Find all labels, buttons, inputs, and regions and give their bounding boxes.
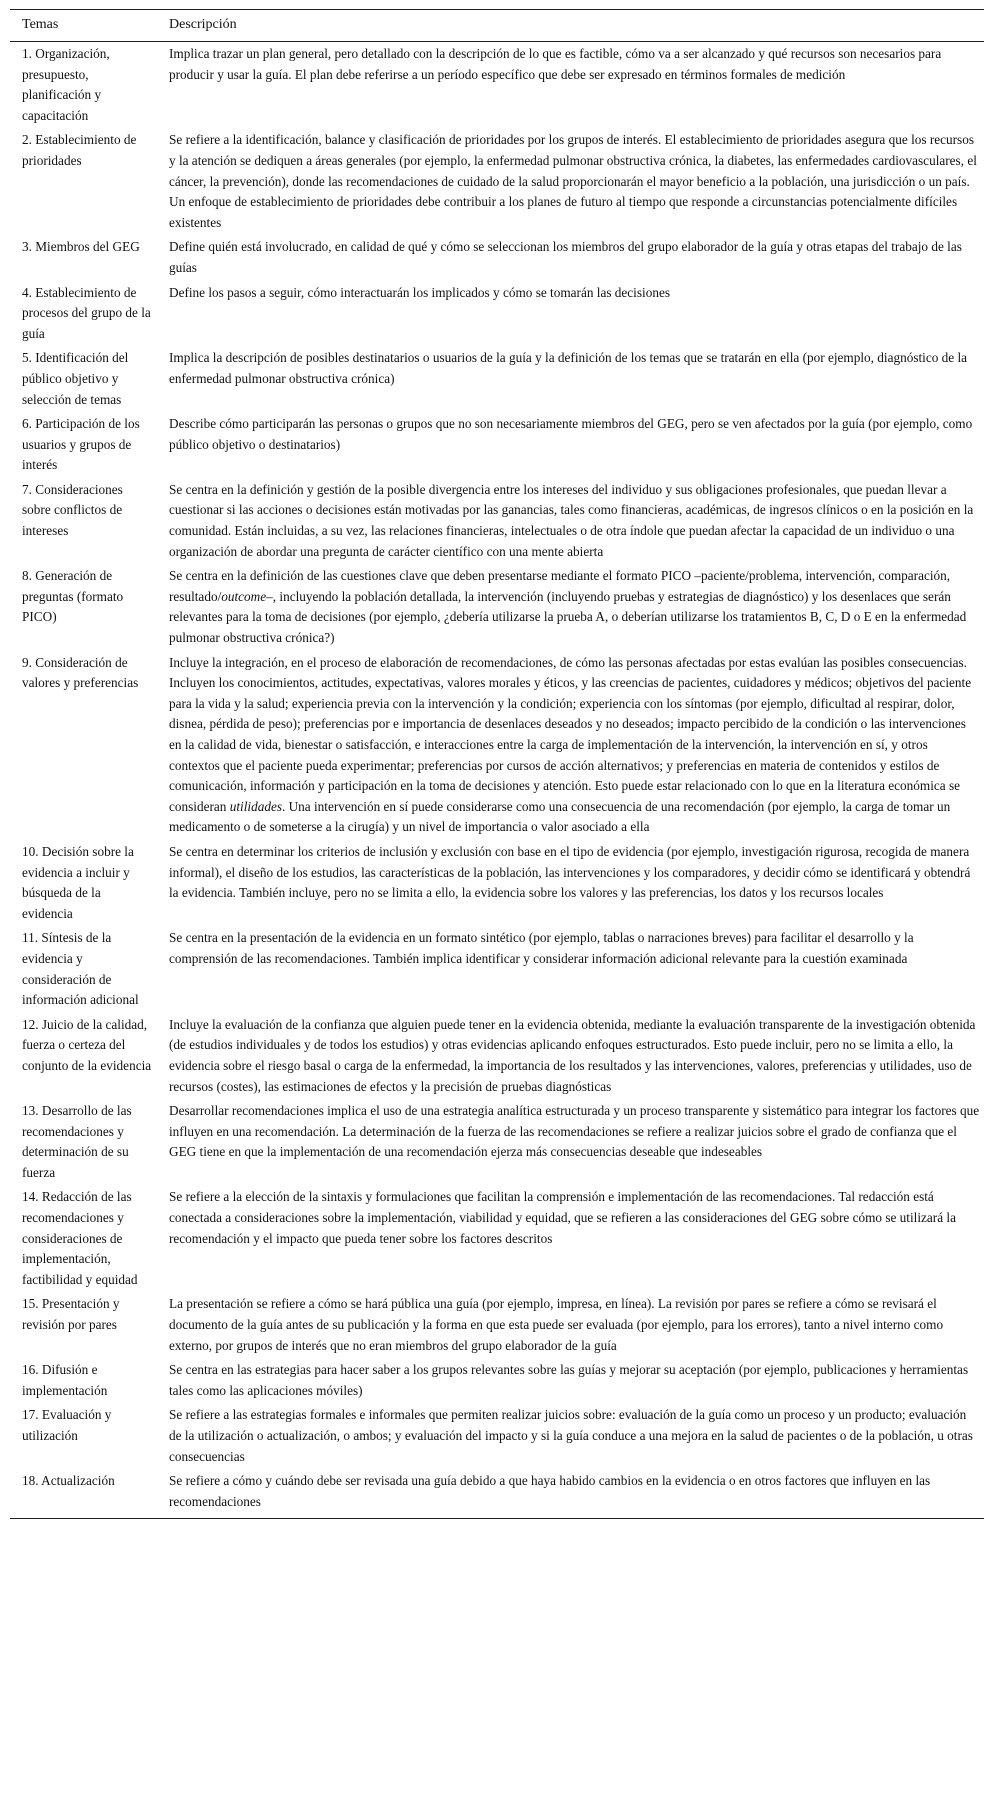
description-cell: Se centra en determinar los criterios de inclusión y exclusión con base en el tipo de evidencia (por ejemplo, investigación rigurosa, recogida de manera informal), el diseño de los estudios, las características de la población, las intervenciones y los comparadores, y decidir cómo se identificará y obtendrá la evidencia. También incluye, pero no se limita a ello, la evidencia sobre los valores y las preferencias, los datos y los recursos locales <box>169 843 971 901</box>
topic-cell: 17. Evaluación y utilización <box>22 1407 112 1443</box>
description-cell: Incluye la evaluación de la confianza que alguien puede tener en la evidencia obtenida, mediante la evaluación transparente de la investigación obtenida (de estudios individuales y de todos los estudios) y otras evidencias aplicando enfoques estructurados. Esto puede incluir, pero no se limita a ello, la evidencia sobre el riesgo basal o carga de la enfermedad, la importancia de los resultados y las intervenciones, valores, preferencias y utilidades, uso de recursos (costes), las estimaciones de efectos y la precisión de pruebas diagnósticas <box>169 1016 976 1094</box>
topic-cell: 4. Establecimiento de procesos del grupo de la guía <box>22 284 151 341</box>
table-row <box>10 1403 984 1469</box>
topic-cell: 15. Presentación y revisión por pares <box>22 1296 120 1333</box>
topic-cell: 1. Organización, presupuesto, planificación y capacitación <box>22 46 110 123</box>
description-cell: Desarrollar recomendaciones implica el uso de una estrategia analítica estructurada y un proceso transparente y sistemático para integrar los factores que influyen en una recomendación. La determinación de la fuerza de las recomendaciones se refiere a realizar juicios sobre el grado de confianza que el GEG tiene en que la implementación de una recomendación ejerza más consecuencias deseable que indeseables <box>169 1103 980 1160</box>
topic-cell: 12. Juicio de la calidad, fuerza o certeza del conjunto de la evidencia <box>22 1016 152 1073</box>
description-cell: Se centra en la definición y gestión de la posible divergencia entre los intereses del individuo y sus obligaciones profesionales, que puedan llevar a cuestionar si las acciones o decisiones están motivadas por las ganancias, tales como financieras, académicas, de ingresos clínicos o en la posición en la comunidad. Están incluidas, a su vez, las relaciones financieras, intelectuales o de otra índole que puedan afectar la capacidad de un individuo o una organización de abordar una pregunta de carácter científico con una mente abierta <box>169 481 974 559</box>
description-cell <box>157 564 984 650</box>
table-row <box>10 1292 984 1358</box>
topic-cell: 7. Consideraciones sobre conflictos de intereses <box>22 481 123 539</box>
topic-cell: 10. Decisión sobre la evidencia a incluir y búsqueda de la evidencia <box>22 843 134 921</box>
description-cell: La presentación se refiere a cómo se hará pública una guía (por ejemplo, impresa, en línea). La revisión por pares se refiere a cómo se revisará el documento de la guía antes de su publicación y la forma en que esta puede ser evaluada (por ejemplo, para los errores), tanto a nivel interno como externo, por grupos de interés que no eran miembros del grupo elaborador de la guía <box>169 1296 944 1353</box>
topic-cell: 2. Establecimiento de prioridades <box>22 132 137 168</box>
header-description: Descripción <box>157 10 984 42</box>
italic-term: outcome <box>221 588 267 604</box>
italic-term: utilidades <box>229 798 282 814</box>
table-row <box>10 1013 984 1099</box>
topic-cell: 8. Generación de preguntas (formato PICO) <box>22 568 124 625</box>
description-text: Incluye la integración, en el proceso de elaboración de recomendaciones, de cómo las personas afectadas por estas evalúan las posibles consecuencias. Incluyen los conocimientos, actitudes, expectativas, valores morales y éticos, y las creencias de pacientes, cuidadores y médicos; objetivos del paciente para la vida y la salud; experiencia previa con la intervención y la condición; experiencia con los síntomas (por ejemplo, dificultad al respirar, dolor, disnea, pérdida de peso); preferencias por e importancia de desenlaces deseados y no deseados; impacto percibido de la condición o las intervenciones en la calidad de vida, bienestar o satisfacción, e interacciones entre la carga de implementación de la intervención, la intervención en sí, y otros contextos que el paciente pueda experimentar; preferencias por cursos de acción alternativos; y preferencias en materia de contenidos y estilos de comunicación, información y participación en la toma de decisiones y atención. Esto puede estar relacionado con lo que en la literatura económica se consideran <box>169 654 972 814</box>
topic-cell: 16. Difusión e implementación <box>22 1362 108 1398</box>
table-row <box>10 840 984 926</box>
description-cell: Implica la descripción de posibles destinatarios o usuarios de la guía y la definición de los temas que se tratarán en ella (por ejemplo, diagnóstico de la enfermedad pulmonar obstructiva crónica) <box>169 350 968 386</box>
table-body <box>10 42 984 1519</box>
table-row <box>10 42 984 129</box>
table-header-row <box>10 10 984 42</box>
table-row <box>10 1469 984 1519</box>
topic-cell: 6. Participación de los usuarios y grupos de interés <box>22 416 140 473</box>
header-topic: Temas <box>10 10 157 42</box>
description-cell: Se centra en la presentación de la evidencia en un formato sintético (por ejemplo, tablas o narraciones breves) para facilitar el desarrollo y la comprensión de las recomendaciones. También implica identificar y considerar información adicional relevante para la cuestión examinada <box>169 930 914 966</box>
description-cell: Describe cómo participarán las personas o grupos que no son necesariamente miembros del GEG, pero se ven afectados por la guía (por ejemplo, como público objetivo o destinatarios) <box>169 416 973 452</box>
table-row <box>10 564 984 650</box>
description-cell: Define quién está involucrado, en calidad de qué y cómo se seleccionan los miembros del grupo elaborador de la guía y otras etapas del trabajo de las guías <box>169 239 962 275</box>
table-row <box>10 281 984 347</box>
table-row <box>10 1185 984 1292</box>
topic-cell: 3. Miembros del GEG <box>22 239 140 255</box>
description-cell: Se centra en las estrategias para hacer saber a los grupos relevantes sobre las guías y mejorar su aceptación (por ejemplo, publicaciones y herramientas tales como las aplicaciones móviles) <box>169 1362 969 1398</box>
table-row <box>10 1099 984 1185</box>
table-row <box>10 128 984 235</box>
table-row <box>10 478 984 564</box>
topic-cell: 18. Actualización <box>10 1469 157 1519</box>
description-text: –, incluyendo la población detallada, la intervención (incluyendo pruebas y estrategias de diagnóstico) y los desenlaces que serán relevantes para la toma de decisiones (por ejemplo, ¿debería utilizarse la prueba A, o deberían utilizarse los tratamientos B, C, D o E en la enfermedad pulmonar obstructiva crónica?) <box>169 588 967 646</box>
description-cell: Se refiere a cómo y cuándo debe ser revisada una guía debido a que haya habido cambios en la evidencia o en otros factores que influyen en las recomendaciones <box>157 1469 984 1519</box>
description-cell: Se refiere a las estrategias formales e informales que permiten realizar juicios sobre: evaluación de la guía como un proceso y un producto; evaluación de la utilización o actualización, o ambos; y evaluación del impacto y si la guía conduce a una mejora en la salud de pacientes o de la población, u otras consecuencias <box>169 1407 973 1464</box>
description-cell: Implica trazar un plan general, pero detallado con la descripción de lo que es factible, cómo va a ser alcanzado y qué recursos son necesarios para producir y usar la guía. El plan debe referirse a un período específico que debe ser expresado en términos formales de medición <box>169 46 942 82</box>
table-row <box>10 926 984 1012</box>
topic-cell: 5. Identificación del público objetivo y selección de temas <box>22 350 129 407</box>
table-row <box>10 346 984 412</box>
description-cell: Define los pasos a seguir, cómo interactuarán los implicados y cómo se tomarán las decisiones <box>169 284 670 300</box>
topic-cell: 13. Desarrollo de las recomendaciones y determinación de su fuerza <box>22 1103 132 1180</box>
description-cell <box>157 651 984 840</box>
topic-cell: 11. Síntesis de la evidencia y consideración de información adicional <box>22 930 139 1008</box>
table-row <box>10 412 984 478</box>
table-row <box>10 235 984 280</box>
table-row <box>10 1358 984 1403</box>
description-text: Se centra en la definición de las cuestiones clave que deben presentarse mediante el formato PICO –paciente/problema, intervención, comparación, resultado/ <box>169 568 951 604</box>
description-cell: Se refiere a la identificación, balance y clasificación de prioridades por los grupos de interés. El establecimiento de prioridades asegura que los recursos y la atención se dediquen a áreas generales (por ejemplo, la enfermedad pulmonar obstructiva crónica, la diabetes, las enfermedades cardiovasculares, el cáncer, la prevención), donde las recomendaciones de cuidado de la salud proporcionarán el mayor beneficio a la población, una jurisdicción o un país. Un enfoque de establecimiento de prioridades debe contribuir a los planes de futuro al tiempo que responde a circunstancias potencialmente difíciles existentes <box>169 132 977 230</box>
table-row <box>10 651 984 840</box>
description-cell: Se refiere a la elección de la sintaxis y formulaciones que facilitan la comprensión e implementación de las recomendaciones. Tal redacción está conectada a consideraciones sobre la implementación, viabilidad y equidad, que se refieren a las consideraciones del GEG sobre cómo se utilizará la recomendación y el impacto que pueda tener sobre los factores descritos <box>169 1189 956 1246</box>
topics-table <box>10 9 984 1519</box>
topic-cell: 14. Redacción de las recomendaciones y consideraciones de implementación, factibilidad y equidad <box>22 1189 138 1287</box>
description-text: . Una intervención en sí puede considerarse como una consecuencia de una recomendación (por ejemplo, la carga de tomar un medicamento o de someterse a la cirugía) y un nivel de importancia o valor asociado a ella <box>169 798 951 835</box>
topic-cell: 9. Consideración de valores y preferencias <box>22 654 139 691</box>
